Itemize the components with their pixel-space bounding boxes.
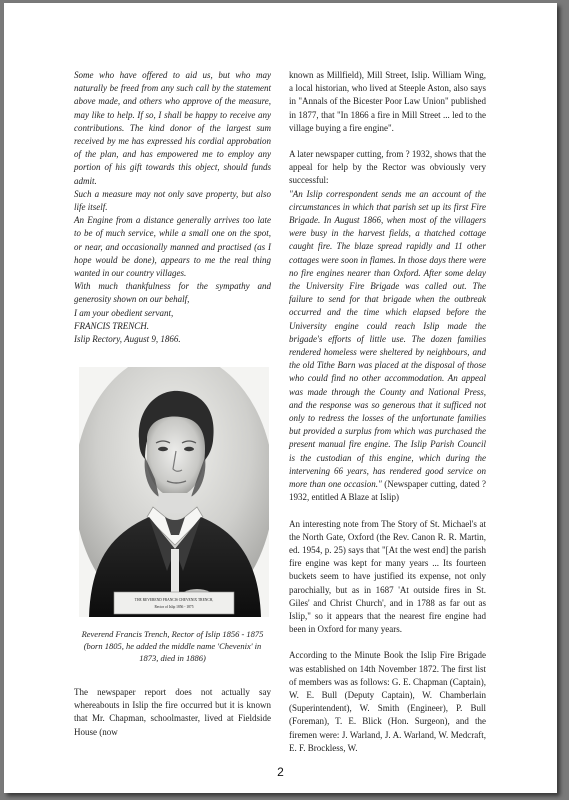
letter-paragraph: An Engine from a distance generally arrives too late to be of much service, while a small one on the spot, or near, and occasionally manned and practised (as I hope would be done), appears to me the real thing wanted in our country villages. bbox=[74, 215, 271, 279]
body-paragraph: According to the Minute Book the Islip Fire Brigade was established on 14th November 1872. The first list of members was as follows: G. E. Chapman (Captain), W. E. Bull (Deputy Captain), W. Chamberlain (Superintendent), W. Smith (Engineer), P. Bull (Foreman), T. E. Blick (Hon. Surgeon), and the firemen were: J. Warland, J. A. Warland, W. Medcraft, E. F. Brockless, W. bbox=[289, 650, 486, 753]
portrait-image bbox=[79, 367, 269, 617]
body-paragraph: An interesting note from The Story of St. Michael's at the North Gate, Oxford (the Rev. Canon R. R. Martin, ed. 1954, p. 25) says that "[At the west end] the parish fire engine was kept for many years ... Its fourteen buckets seem to have justified its expense, not only parochially, but as in 1687 'At outside fires in St. Giles' and Christ Church', and in 1788 as far out as Islip," so it appears that the nearest fire engine had been in Oxford for many years. bbox=[289, 518, 486, 635]
quote-source: (Newspaper cutting, dated ? 1932, entitled A Blaze at Islip) bbox=[289, 479, 486, 503]
portrait-plate-line2: Rector of Islip 1856 - 1875 bbox=[154, 605, 194, 609]
body-paragraph: A later newspaper cutting, from ? 1932, shows that the appeal for help by the Rector was obviously very successful: bbox=[289, 149, 486, 186]
letter-paragraph: Some who have offered to aid us, but who may naturally be freed from any such call by the statement above made, and others who approve of the measure, may like to help. If so, I shall be happy to receive any contributions. The kind donor of the largest sum received by me has expressed his cordial approbation of the plan, and has empowered me to employ any portion of his gift towards this object, should funds admit. bbox=[74, 70, 271, 186]
newspaper-quote bbox=[289, 188, 486, 505]
letter-paragraph: With much thankfulness for the sympathy and generosity shown on our behalf, bbox=[74, 281, 271, 305]
document-page bbox=[4, 3, 557, 793]
letter-closing: I am your obedient servant, bbox=[74, 307, 174, 318]
portrait-plate-line1: THE REVEREND FRANCIS CHEVENIX TRENCH, bbox=[134, 598, 214, 602]
letter-paragraph: Such a measure may not only save property, but also life itself. bbox=[74, 188, 271, 213]
page-number: 2 bbox=[277, 765, 284, 779]
bottom-paragraph: The newspaper report does not actually say whereabouts in Islip the fire occurred but it is known that Mr. Chapman, schoolmaster, lived at Fieldside House (now bbox=[74, 687, 271, 737]
quote-text: "An Islip correspondent sends me an account of the circumstances in which that parish set up its first Fire Brigade. In August 1866, when most of the villagers were busy in the harvest fields, a thatched cottage caught fire. The blaze spread rapidly and 11 other cottages were soon in flames. In those days there were no fire engines nearer than Oxford. After some delay the University Fire Brigade was called out. The failure to send for that brigade when the outbreak occurred and the time which elapsed before the University engine could reach Islip made the brigade's efforts of little use. The dozen families rendered homeless were sheltered by neighbours, and the old Tithe Barn was placed at the disposal of those who could find no other accommodation. An appeal was made through the County and National Press, and the response was so generous that it sufficed not only to redress the losses of the unfortunate families but provided a surplus from which was purchased the present manual fire engine. The Islip Parish Council is the custodian of this engine, which during the intervening 66 years, has rendered good service on more than one occasion." bbox=[289, 188, 486, 490]
portrait-engraving bbox=[79, 367, 269, 617]
letter-signature: FRANCIS TRENCH. bbox=[74, 320, 150, 331]
portrait-caption: Reverend Francis Trench, Rector of Islip 1856 - 1875 (born 1805, he added the middle name 'Chevenix' in 1873, died in 1886) bbox=[81, 629, 264, 663]
letter-date: Islip Rectory, August 9, 1866. bbox=[74, 334, 181, 345]
body-paragraph: known as Millfield), Mill Street, Islip. William Wing, a local historian, who lived at Steeple Aston, also says in "Annals of the Bicester Poor Law Union" published in 1877, that "In 1866 a fire in Mill Street ... led to the village buying a fire engine". bbox=[289, 70, 486, 133]
right-column bbox=[289, 69, 486, 755]
left-column bbox=[74, 69, 271, 346]
